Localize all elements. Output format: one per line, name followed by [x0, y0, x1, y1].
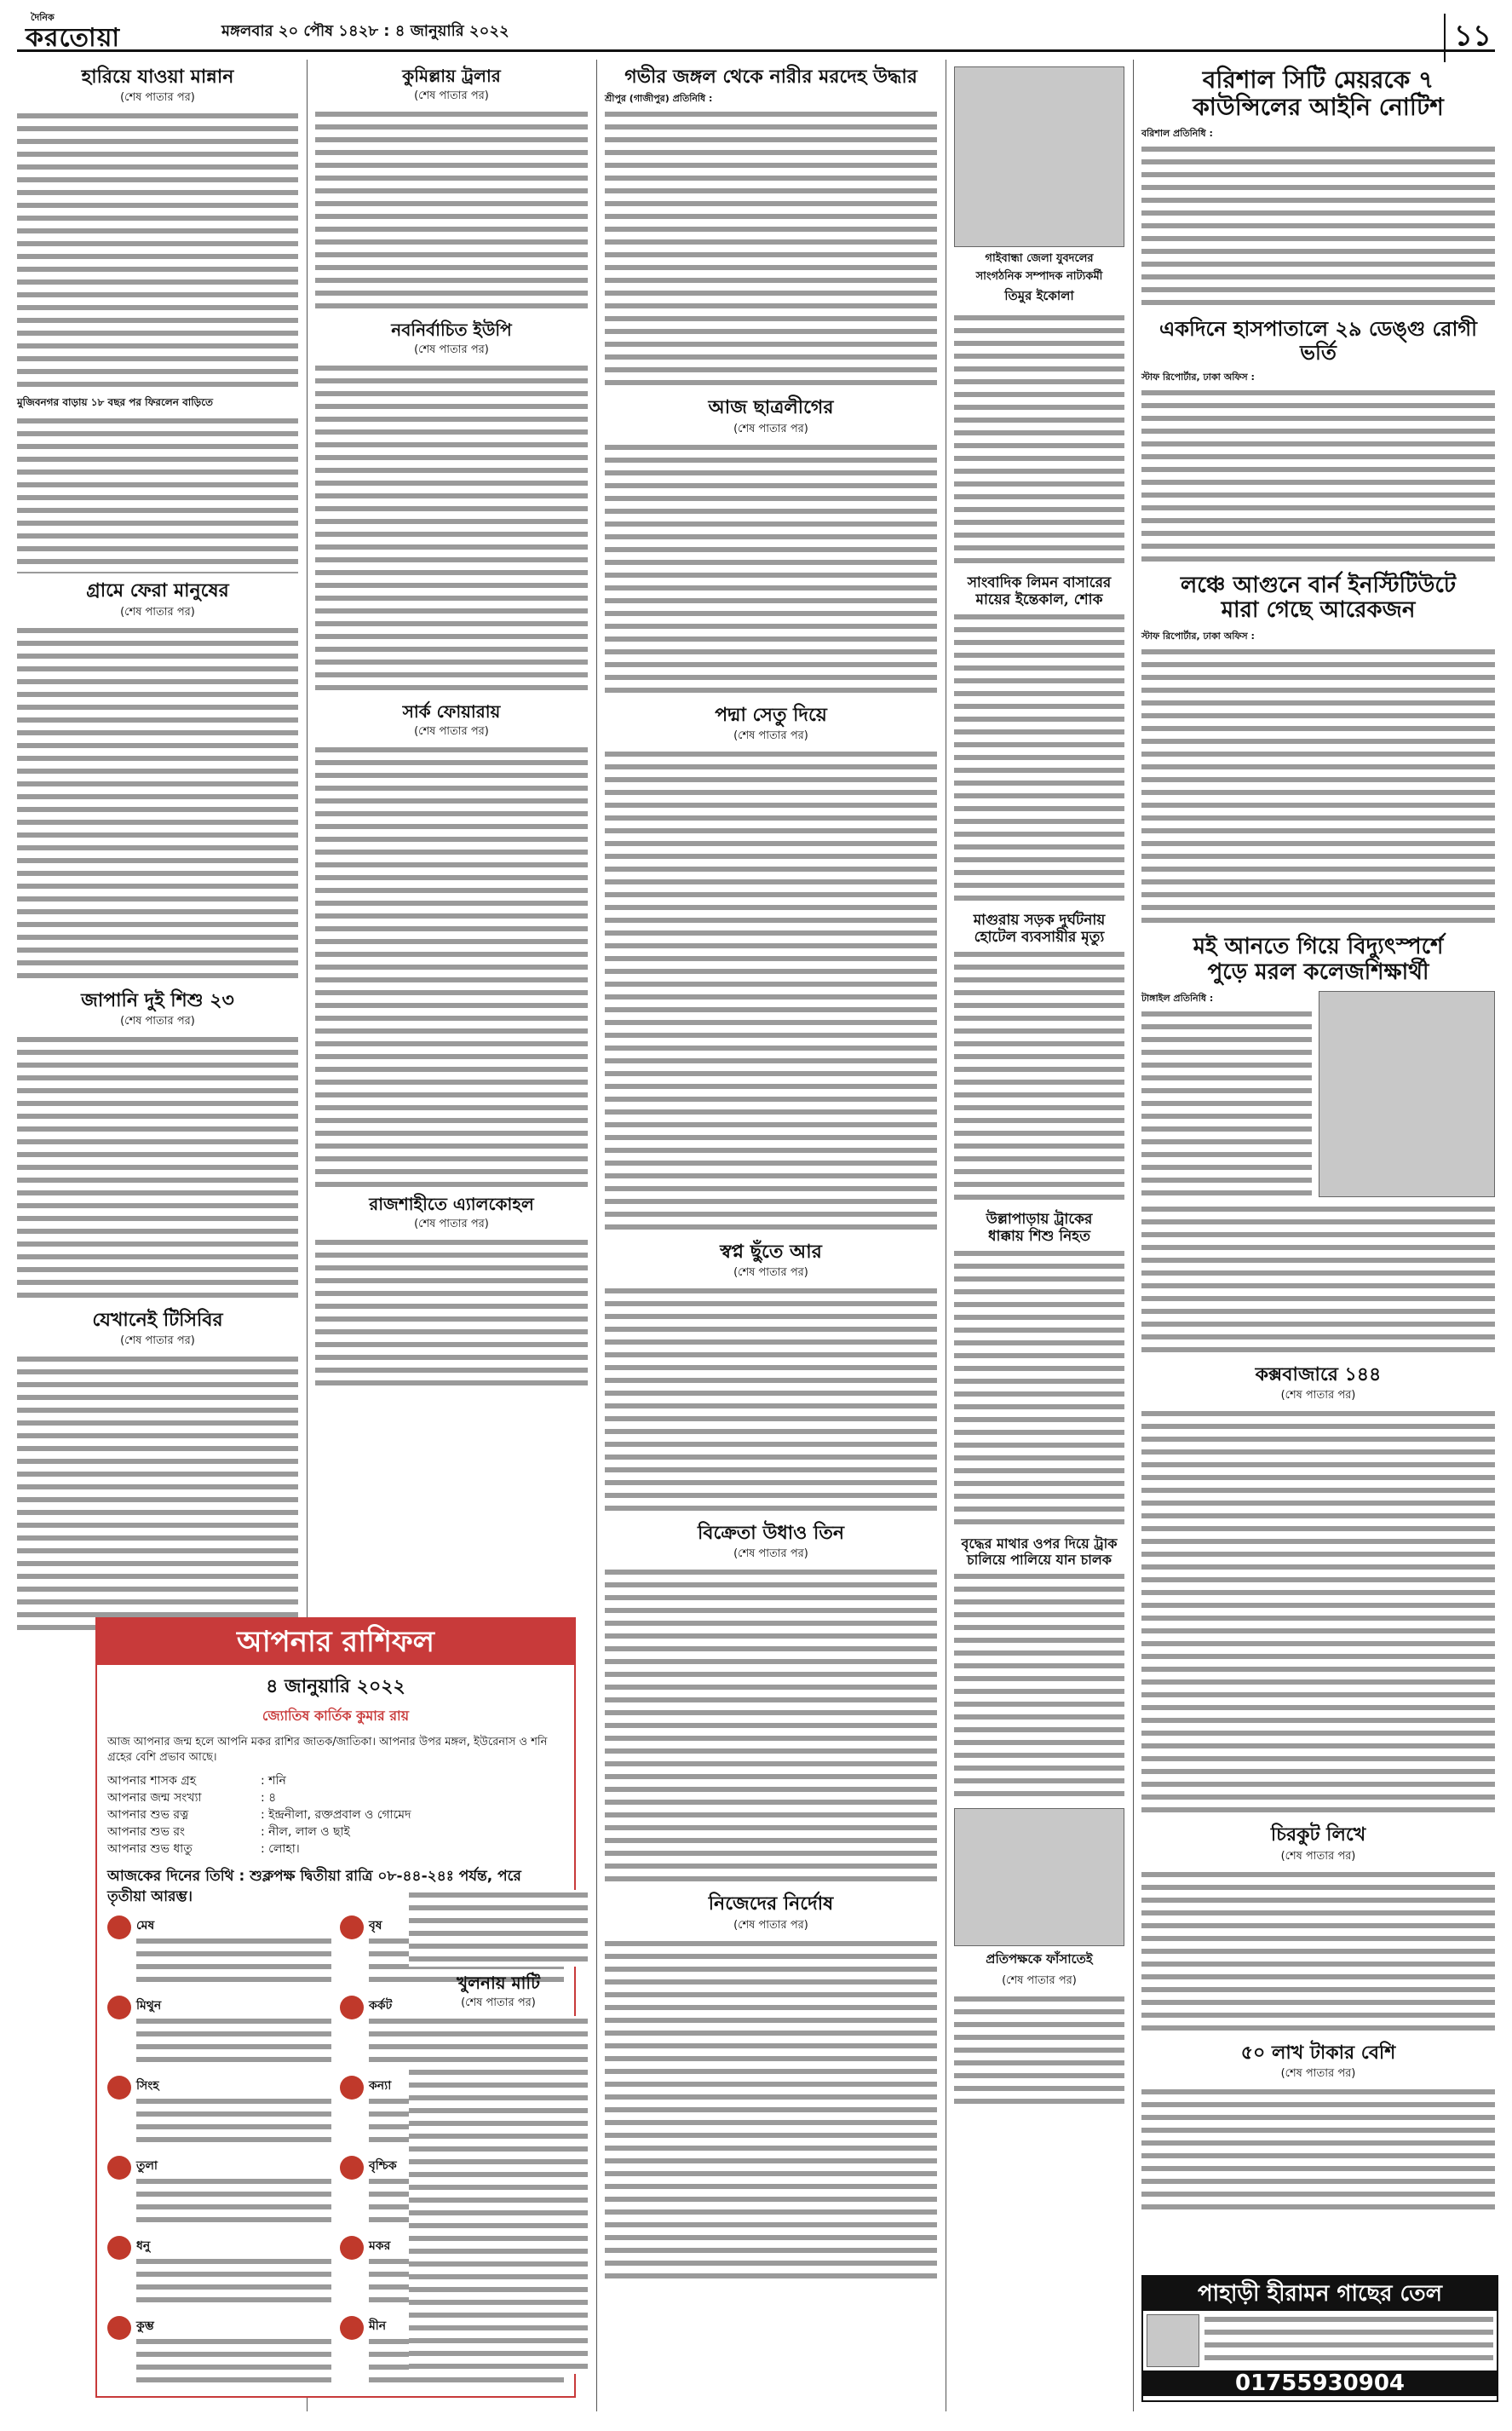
headline: চালিয়ে পালিয়ে যান চালক	[967, 1551, 1112, 1568]
headline: রাজশাহীতে এ্যালকোহল	[369, 1194, 534, 1214]
zodiac-forecast-text	[136, 2336, 331, 2388]
headline: যেখানেই টিসিবির	[92, 1308, 223, 1331]
article-text	[409, 2016, 588, 2374]
zodiac-sign-name: মকর	[369, 2239, 391, 2253]
zodiac-icon	[340, 2316, 364, 2340]
continuation-note: (শেষ পাতার পর)	[414, 725, 489, 738]
detail-label: আপনার শুভ রত্ন	[107, 1808, 189, 1822]
headline: সার্ক ফোয়ারায়	[402, 701, 501, 722]
subheading: মুজিবনগর বাড়ায় ১৮ বছর পর ফিরলেন বাড়িতে	[17, 396, 214, 409]
continuation-note: (শেষ পাতার পর)	[733, 422, 808, 435]
horoscope-tithi: আজকের দিনের তিথি : শুক্লপক্ষ দ্বিতীয়া রাত্রি ০৮-৪৪-২৪ঃ পর্যন্ত, পরে তৃতীয়া আরম্ভ।	[107, 1868, 521, 1905]
zodiac-icon	[107, 1915, 131, 1939]
ad-photo	[1147, 2314, 1199, 2367]
article-text	[17, 625, 298, 983]
zodiac-forecast-text	[136, 2096, 331, 2147]
zodiac-sign-entry	[107, 2156, 331, 2231]
headline: স্বপ্ন ছুঁতে আর	[720, 1240, 822, 1263]
horoscope-title: আপনার রাশিফল	[97, 1619, 574, 1665]
zodiac-icon	[107, 2156, 131, 2180]
headline: মারা গেছে আরেকজন	[1221, 597, 1416, 624]
newspaper-logo	[26, 10, 187, 53]
article-text	[315, 363, 588, 695]
headline: নবনির্বাচিত ইউপি	[391, 320, 512, 340]
dateline-lead: স্টাফ রিপোর্টার, ঢাকা অফিস :	[1141, 371, 1255, 383]
headline: লঞ্চে আগুনে বার্ন ইনস্টিটিউটে	[1180, 572, 1457, 598]
article-text	[954, 1248, 1124, 1529]
detail-value: : ৪	[261, 1791, 277, 1805]
article-text	[1141, 1869, 1495, 2036]
headline: মাগুরায় সড়ক দুর্ঘটনায়	[973, 912, 1106, 930]
headline: গ্রামে ফেরা মানুষের	[86, 579, 229, 602]
dateline-lead: বরিশাল প্রতিনিধি :	[1141, 128, 1213, 140]
headline: বৃদ্ধের মাথার ওপর দিয়ে ট্রাক	[961, 1535, 1118, 1552]
photo-caption: গাইবান্ধা জেলা যুবদলের	[985, 252, 1094, 265]
zodiac-sign-name: ধনু	[136, 2239, 151, 2253]
article-text	[409, 1890, 588, 1967]
article-text	[605, 1286, 937, 1516]
headline: পদ্মা সেতু দিয়ে	[715, 703, 827, 726]
detail-label: আপনার শাসক গ্রহ	[107, 1774, 197, 1788]
article-text	[1141, 1009, 1312, 1201]
zodiac-sign-entry	[107, 1996, 331, 2071]
column-5	[1141, 66, 1495, 2215]
column-2	[315, 66, 588, 1391]
continuation-note: (শেষ পাতার পর)	[733, 1918, 808, 1932]
zodiac-sign-name: মিথুন	[136, 1999, 162, 2013]
headline: চিরকুট লিখে	[1270, 1823, 1366, 1846]
column-divider	[596, 60, 597, 2411]
zodiac-icon	[107, 2316, 131, 2340]
zodiac-forecast-text	[136, 2256, 331, 2307]
column-divider	[1133, 60, 1134, 2411]
article-text	[1141, 647, 1495, 928]
zodiac-icon	[340, 2236, 364, 2260]
article-text	[605, 442, 937, 698]
continuation-note: (শেষ পাতার পর)	[414, 89, 489, 102]
headline: জাপানি দুই শিশু ২৩	[81, 988, 234, 1011]
zodiac-sign-entry	[107, 1915, 331, 1990]
continuation-note: (শেষ পাতার পর)	[120, 91, 195, 105]
headline: উল্লাপাড়ায় ট্রাকের	[986, 1211, 1093, 1229]
zodiac-sign-name: বৃশ্চিক	[369, 2159, 397, 2173]
zodiac-sign-entry	[107, 2316, 331, 2391]
detail-value: : নীল, লাল ও ছাই	[261, 1825, 350, 1839]
ad-phone: 01755930904	[1143, 2371, 1497, 2396]
ad-text	[1204, 2314, 1493, 2365]
zodiac-sign-entry	[107, 2076, 331, 2151]
article-text	[1141, 388, 1495, 567]
headline: একদিনে হাসপাতালে ২৯ ডেঙ্গু রোগী ভর্তি	[1158, 316, 1478, 365]
ad-title: পাহাড়ী হীরামন গাছের তেল	[1143, 2277, 1497, 2311]
continuation-note: (শেষ পাতার পর)	[120, 1014, 195, 1028]
article-text	[1141, 1408, 1495, 1817]
headline: হারিয়ে যাওয়া মান্নান	[81, 66, 234, 88]
article-text	[605, 109, 937, 390]
article-text	[1141, 144, 1495, 310]
zodiac-sign-name: কুম্ভ	[136, 2319, 154, 2333]
headline: সাংবাদিক লিমন বাসারের	[967, 574, 1112, 591]
horoscope-author: জ্যোতিষ কার্তিক কুমার রায়	[262, 1708, 410, 1724]
student-photo	[1319, 991, 1495, 1197]
headline: খুলনায় মাটি	[456, 1973, 541, 1993]
horoscope-details	[107, 1772, 564, 1858]
zodiac-icon	[340, 1996, 364, 2019]
zodiac-sign-name: কর্কট	[369, 1999, 393, 2013]
logo-name: করতোয়া	[26, 23, 121, 53]
headline: আজ ছাত্রলীগের	[708, 396, 834, 419]
article-text	[605, 1938, 937, 2284]
continuation-note: (শেষ পাতার পর)	[414, 343, 489, 356]
headline: হোটেল ব্যবসায়ীর মৃত্যু	[974, 928, 1105, 946]
photo-caption: তিমুর ইকোলা	[1004, 288, 1074, 303]
article-text	[954, 1994, 1124, 2109]
horoscope-detail-row	[107, 1789, 564, 1806]
story-with-photo	[1141, 991, 1495, 1201]
date-line: মঙ্গলবার ২০ পৌষ ১৪২৮ : ৪ জানুয়ারি ২০২২	[221, 22, 509, 40]
headline: বরিশাল সিটি মেয়রকে ৭	[1202, 66, 1434, 94]
article-text	[17, 111, 298, 392]
horoscope-detail-row	[107, 1772, 564, 1789]
article-text	[954, 612, 1124, 906]
detail-value: : শনি	[261, 1774, 286, 1788]
article-text	[954, 313, 1124, 568]
article-text	[17, 1354, 298, 1635]
person-photo	[954, 66, 1124, 247]
headline: নিজেদের নির্দোষ	[708, 1892, 834, 1915]
headline: কাউন্সিলের আইনি নোটিশ	[1193, 93, 1444, 122]
headline: মায়ের ইন্তেকাল, শোক	[975, 590, 1103, 608]
continuation-note: (শেষ পাতার পর)	[1002, 1974, 1077, 1988]
horoscope-detail-row	[107, 1841, 564, 1858]
column-4	[954, 66, 1124, 2109]
continuation-note: (শেষ পাতার পর)	[1280, 1389, 1356, 1403]
zodiac-sign-name: মীন	[369, 2319, 387, 2333]
story-text-block	[1141, 991, 1312, 1201]
zodiac-sign-name: বৃষ	[369, 1919, 382, 1933]
photo-caption: সাংগঠনিক সম্পাদক নাট্যকর্মী	[975, 270, 1103, 283]
headline: ধাক্কায় শিশু নিহত	[987, 1227, 1090, 1245]
detail-label: আপনার জন্ম সংখ্যা	[107, 1791, 202, 1805]
zodiac-icon	[107, 1996, 131, 2019]
horoscope-detail-row	[107, 1823, 564, 1841]
continuation-note: (শেষ পাতার পর)	[414, 1218, 489, 1230]
continuation-note: (শেষ পাতার পর)	[461, 1996, 536, 2009]
article-text	[954, 949, 1124, 1205]
continuation-note: (শেষ পাতার পর)	[120, 1334, 195, 1348]
zodiac-icon	[340, 2156, 364, 2180]
zodiac-forecast-text	[136, 1936, 331, 1987]
zodiac-sign-name: তুলা	[136, 2159, 158, 2173]
column-3	[605, 66, 937, 2284]
zodiac-icon	[340, 1915, 364, 1939]
article-text	[1141, 2087, 1495, 2215]
zodiac-icon	[107, 2076, 131, 2100]
page-number: ১১	[1444, 14, 1492, 62]
zodiac-forecast-text	[136, 2016, 331, 2067]
article-text	[954, 1571, 1124, 1801]
photo-caption: প্রতিপক্ষকে ফাঁসাতেই	[986, 1951, 1093, 1967]
headline: ৫০ লাখ টাকার বেশি	[1240, 2041, 1396, 2064]
zodiac-icon	[107, 2236, 131, 2260]
zodiac-sign-name: সিংহ	[136, 2079, 159, 2093]
detail-value: : ইন্দ্রনীলা, রক্তপ্রবাল ও গোমেদ	[261, 1808, 411, 1822]
ad-content	[1143, 2311, 1497, 2371]
detail-value: : লোহা।	[261, 1842, 300, 1856]
continuation-note: (শেষ পাতার পর)	[120, 605, 195, 619]
zodiac-sign-name: কন্যা	[369, 2079, 392, 2093]
continuation-note: (শেষ পাতার পর)	[733, 1266, 808, 1280]
headline: বিক্রেতা উধাও তিন	[698, 1522, 844, 1545]
advertisement	[1141, 2275, 1498, 2402]
headline: কুমিল্লায় ট্রলার	[402, 66, 501, 86]
article-text	[17, 416, 298, 573]
column-1	[17, 66, 298, 1635]
dateline-lead: স্টাফ রিপোর্টার, ঢাকা অফিস :	[1141, 631, 1255, 642]
person-photo	[954, 1808, 1124, 1946]
continuation-note: (শেষ পাতার পর)	[1280, 2067, 1356, 2081]
article-text	[315, 745, 588, 1188]
headline: গভীর জঙ্গল থেকে নারীর মরদেহ উদ্ধার	[624, 66, 917, 88]
logo-prefix: দৈনিক	[31, 12, 55, 23]
dateline-lead: শ্রীপুর (গাজীপুর) প্রতিনিধি :	[605, 93, 713, 105]
article-text	[1141, 1204, 1495, 1357]
headline: মই আনতে গিয়ে বিদ্যুৎস্পর্শে	[1193, 934, 1444, 960]
masthead	[17, 10, 1495, 52]
article-text	[315, 109, 588, 314]
horoscope-intro: আজ আপনার জন্ম হলে আপনি মকর রাশির জাতক/জাতিকা। আপনার উপর মঙ্গল, ইউরেনাস ও শনি গ্রহের বেশি প্রভাব আছে।	[107, 1736, 548, 1764]
horoscope-date: ৪ জানুয়ারি ২০২২	[266, 1676, 405, 1697]
article-text	[315, 1237, 588, 1391]
article-text	[605, 749, 937, 1235]
headline: কক্সবাজারে ১৪৪	[1255, 1363, 1382, 1386]
column-2-lower	[409, 1890, 588, 2374]
article-text	[17, 1034, 298, 1303]
zodiac-forecast-text	[136, 2176, 331, 2227]
zodiac-sign-entry	[107, 2236, 331, 2311]
continuation-note: (শেষ পাতার পর)	[733, 729, 808, 742]
horoscope-detail-row	[107, 1806, 564, 1823]
detail-label: আপনার শুভ রং	[107, 1825, 186, 1839]
zodiac-sign-name: মেষ	[136, 1919, 155, 1933]
detail-label: আপনার শুভ ধাতু	[107, 1842, 193, 1856]
continuation-note: (শেষ পাতার পর)	[1280, 1849, 1356, 1863]
headline: পুড়ে মরল কলেজশিক্ষার্থী	[1207, 959, 1429, 986]
article-text	[605, 1567, 937, 1887]
continuation-note: (শেষ পাতার পর)	[733, 1547, 808, 1561]
zodiac-icon	[340, 2076, 364, 2100]
dateline-lead: টাঙ্গাইল প্রতিনিধি :	[1141, 993, 1214, 1005]
